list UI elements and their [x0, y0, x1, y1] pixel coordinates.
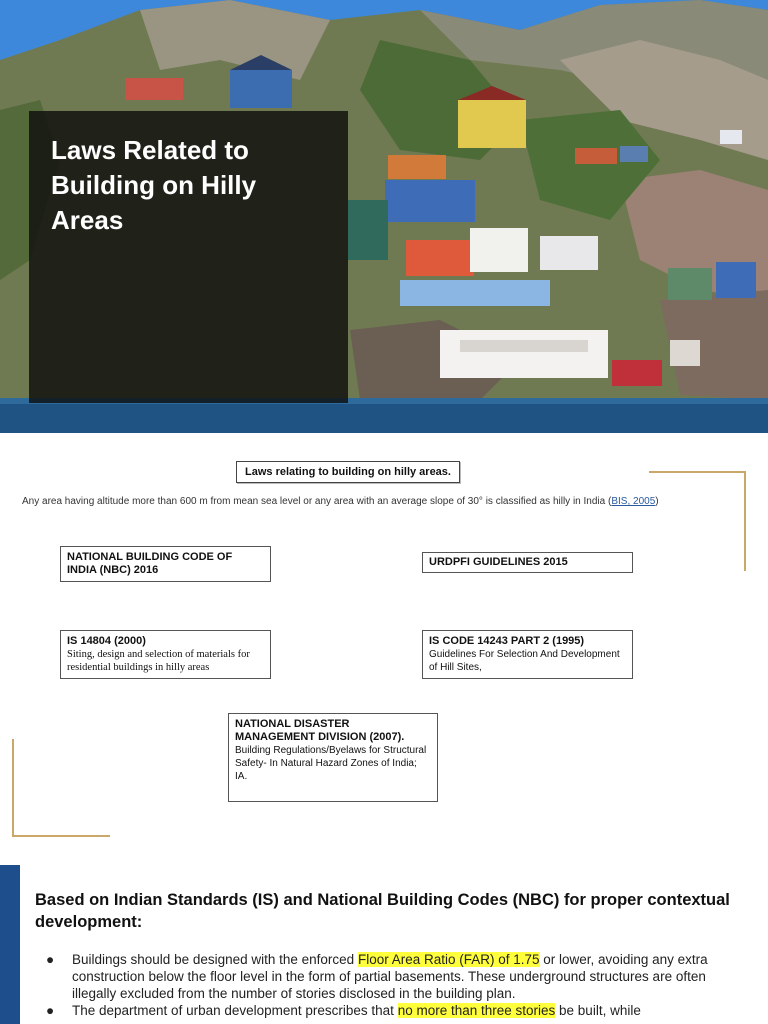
standards-slide	[0, 865, 768, 1024]
highlighted-text: Floor Area Ratio (FAR) of 1.75	[357, 952, 540, 967]
list-item-text: The department of urban development prescribes that	[72, 1003, 398, 1018]
is14243-box-title: IS CODE 14243 PART 2 (1995)	[429, 635, 585, 647]
bullet-icon: ●	[46, 1003, 55, 1018]
nbc-box	[60, 546, 271, 582]
is14243-box	[422, 630, 633, 679]
standards-list	[46, 951, 752, 1019]
bullet-icon: ●	[46, 952, 55, 967]
ndmd-box	[228, 713, 438, 802]
corner-decoration-bottom-left	[12, 739, 110, 837]
title-box	[29, 111, 348, 403]
bis-link[interactable]: BIS, 2005	[611, 496, 656, 507]
list-item-text: Buildings should be designed with the enforced	[72, 952, 358, 967]
highlighted-text: no more than three stories	[397, 1003, 556, 1018]
accent-bar	[0, 865, 20, 1024]
nbc-box-title: NATIONAL BUILDING CODE OF INDIA (NBC) 2016	[67, 551, 233, 576]
standards-heading: Based on Indian Standards (IS) and National Building Codes (NBC) for proper contextual development:	[35, 891, 730, 931]
laws-heading: Laws relating to building on hilly areas.	[236, 461, 460, 483]
laws-slide	[0, 433, 768, 865]
is14804-box-title: IS 14804 (2000)	[67, 635, 146, 647]
list-item-text: be built, while	[555, 1003, 641, 1018]
is14243-box-subtitle: Guidelines For Selection And Development of Hill Sites,	[429, 649, 620, 673]
list-item	[46, 951, 752, 1002]
urdpfi-box-title: URDPFI GUIDELINES 2015	[429, 556, 568, 568]
ndmd-box-title: NATIONAL DISASTER MANAGEMENT DIVISION (2007).	[235, 718, 405, 743]
hero-slide	[0, 0, 768, 433]
corner-decoration-top-right	[649, 471, 746, 571]
slide-title: Laws Related to Building on Hilly Areas	[51, 135, 257, 235]
ndmd-box-subtitle: Building Regulations/Byelaws for Structural Safety- In Natural Hazard Zones of India; IA.	[235, 745, 427, 782]
is14804-box-subtitle: Siting, design and selection of materials for residential buildings in hilly areas	[67, 649, 250, 673]
hilly-definition-end: )	[655, 496, 659, 507]
list-item-text: or lower, avoiding any extra construction below the floor level in the form of partial basements. These underground structures are often illegally excluded from the number of stories disclosed in the building plan.	[72, 952, 708, 1001]
is14804-box	[60, 630, 271, 679]
urdpfi-box	[422, 552, 633, 573]
list-item	[46, 1002, 752, 1019]
hilly-definition	[22, 495, 752, 509]
hilly-definition-text: Any area having altitude more than 600 m from mean sea level or any area with an average slope of 30° is classified as hilly in India (	[22, 496, 612, 507]
